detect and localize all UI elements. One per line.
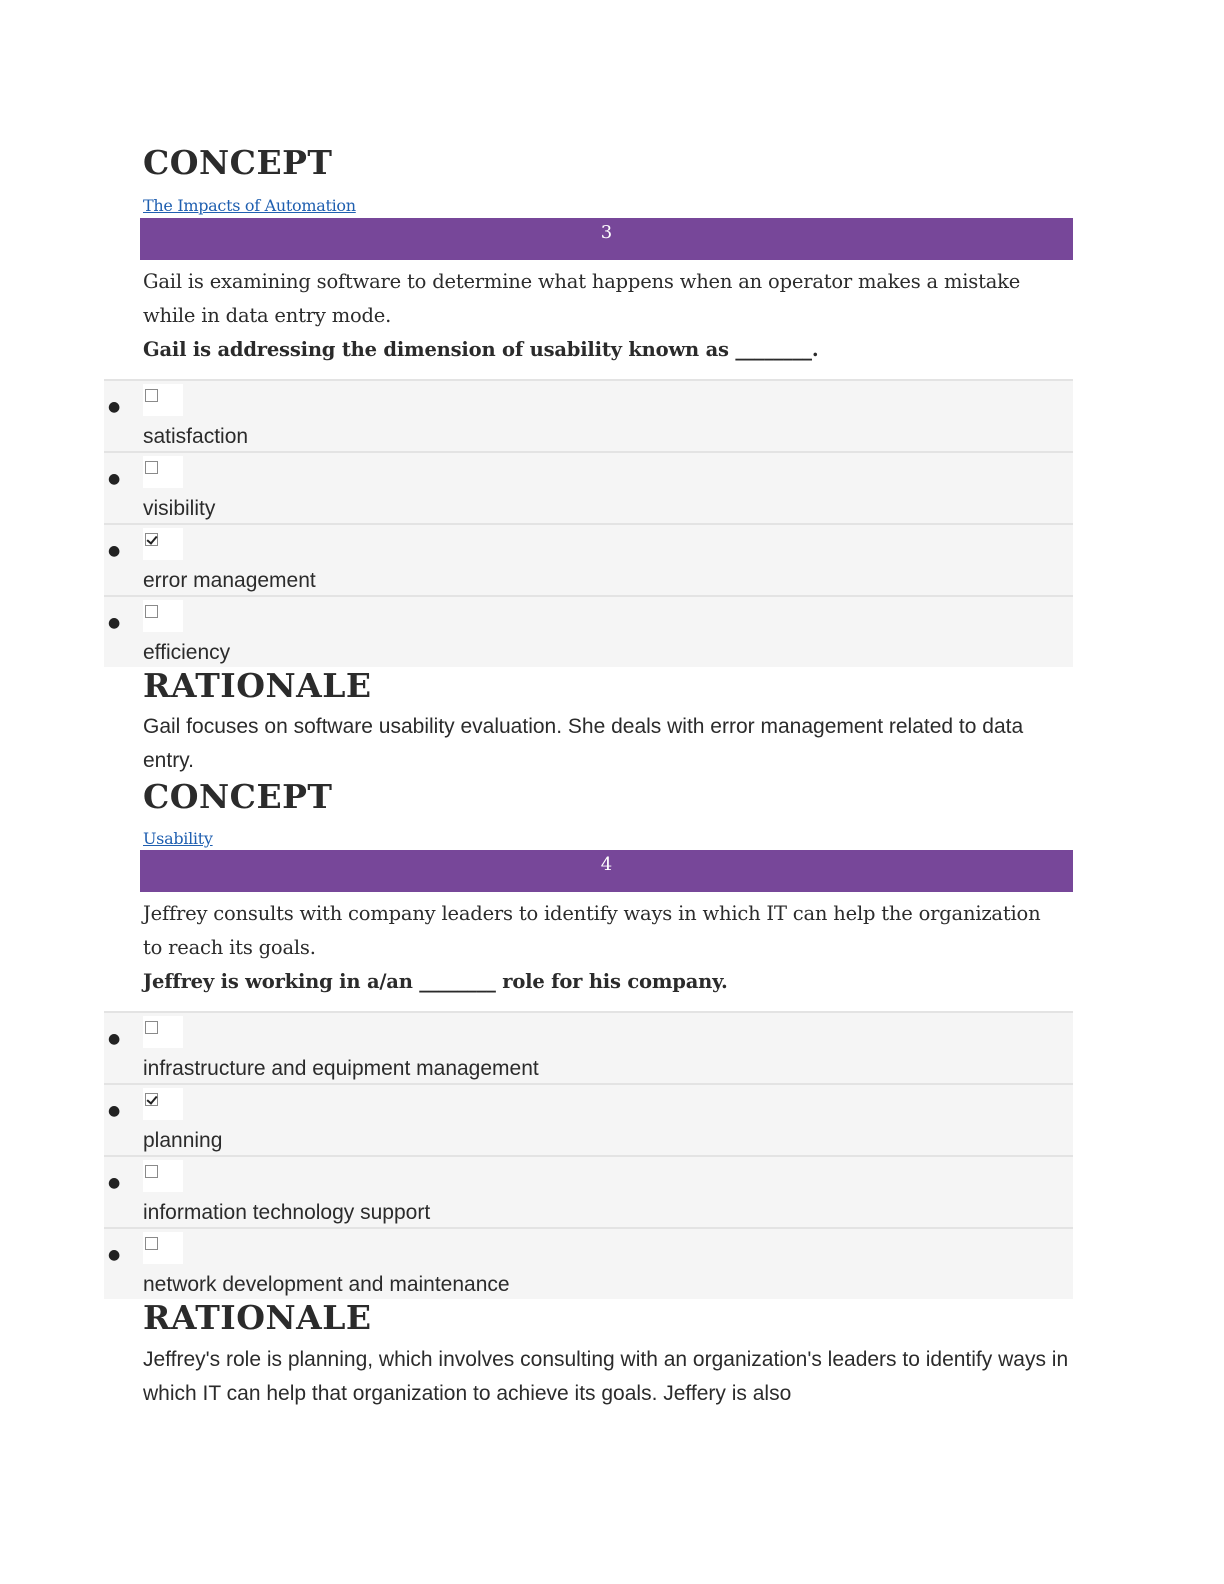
- answer-option[interactable]: [104, 595, 1073, 667]
- answer-option[interactable]: [104, 451, 1073, 523]
- option-label: network development and maintenance: [143, 1273, 510, 1296]
- checkbox[interactable]: [145, 1021, 158, 1034]
- bullet: ●: [108, 1247, 121, 1263]
- checkbox-container: [143, 456, 183, 488]
- bullet: ●: [108, 1031, 121, 1047]
- option-label: satisfaction: [143, 425, 249, 448]
- checkbox[interactable]: [145, 389, 158, 402]
- option-label: efficiency: [143, 641, 231, 664]
- concept-heading: CONCEPT: [143, 143, 333, 182]
- question-prompt: Jeffrey is working in a/an ________ role for his company.: [143, 970, 728, 993]
- rationale-text: Gail focuses on software usability evaluation. She deals with error management related to data entry.: [143, 715, 1024, 772]
- bullet: ●: [108, 471, 121, 487]
- answer-option[interactable]: [104, 523, 1073, 595]
- option-label: infrastructure and equipment management: [143, 1057, 539, 1080]
- rationale-text: Jeffrey's role is planning, which involves consulting with an organization's leaders to identify ways in which IT can help that organization to achieve its goals. Jeffery is also: [143, 1348, 1069, 1405]
- checkbox[interactable]: [145, 1093, 158, 1106]
- option-label: error management: [143, 569, 316, 592]
- rationale-heading: RATIONALE: [143, 1298, 372, 1337]
- question-prompt: Gail is addressing the dimension of usability known as ________.: [143, 338, 819, 361]
- answer-options: [104, 379, 1073, 667]
- bullet: ●: [108, 1103, 121, 1119]
- answer-option[interactable]: [104, 1227, 1073, 1299]
- concept-link[interactable]: The Impacts of Automation: [143, 196, 356, 215]
- answer-options: [104, 1011, 1073, 1299]
- checkbox-container: [143, 600, 183, 632]
- checkbox[interactable]: [145, 1165, 158, 1178]
- option-label: information technology support: [143, 1201, 431, 1224]
- checkbox-container: [143, 528, 183, 560]
- checkbox[interactable]: [145, 605, 158, 618]
- answer-option[interactable]: [104, 379, 1073, 451]
- answer-option[interactable]: [104, 1011, 1073, 1083]
- checkbox-container: [143, 1016, 183, 1048]
- option-label: planning: [143, 1129, 223, 1152]
- checkbox[interactable]: [145, 461, 158, 474]
- question-number-bar: 3: [140, 218, 1073, 260]
- question-text: [143, 265, 1063, 367]
- question-number-bar: 4: [140, 850, 1073, 892]
- bullet: ●: [108, 615, 121, 631]
- bullet: ●: [108, 1175, 121, 1191]
- bullet: ●: [108, 399, 121, 415]
- answer-option[interactable]: [104, 1155, 1073, 1227]
- answer-option[interactable]: [104, 1083, 1073, 1155]
- checkbox-container: [143, 1088, 183, 1120]
- checkbox-container: [143, 384, 183, 416]
- concept-heading: CONCEPT: [143, 777, 333, 816]
- question-body: Jeffrey consults with company leaders to identify ways in which IT can help the organization to reach its goals.: [143, 902, 1041, 959]
- question-text: [143, 897, 1063, 999]
- checkbox[interactable]: [145, 1237, 158, 1250]
- question-body: Gail is examining software to determine what happens when an operator makes a mistake while in data entry mode.: [143, 270, 1021, 327]
- checkbox-container: [143, 1232, 183, 1264]
- rationale-heading: RATIONALE: [143, 666, 372, 705]
- checkbox-container: [143, 1160, 183, 1192]
- checkbox[interactable]: [145, 533, 158, 546]
- bullet: ●: [108, 543, 121, 559]
- option-label: visibility: [143, 497, 216, 520]
- concept-link[interactable]: Usability: [143, 829, 213, 848]
